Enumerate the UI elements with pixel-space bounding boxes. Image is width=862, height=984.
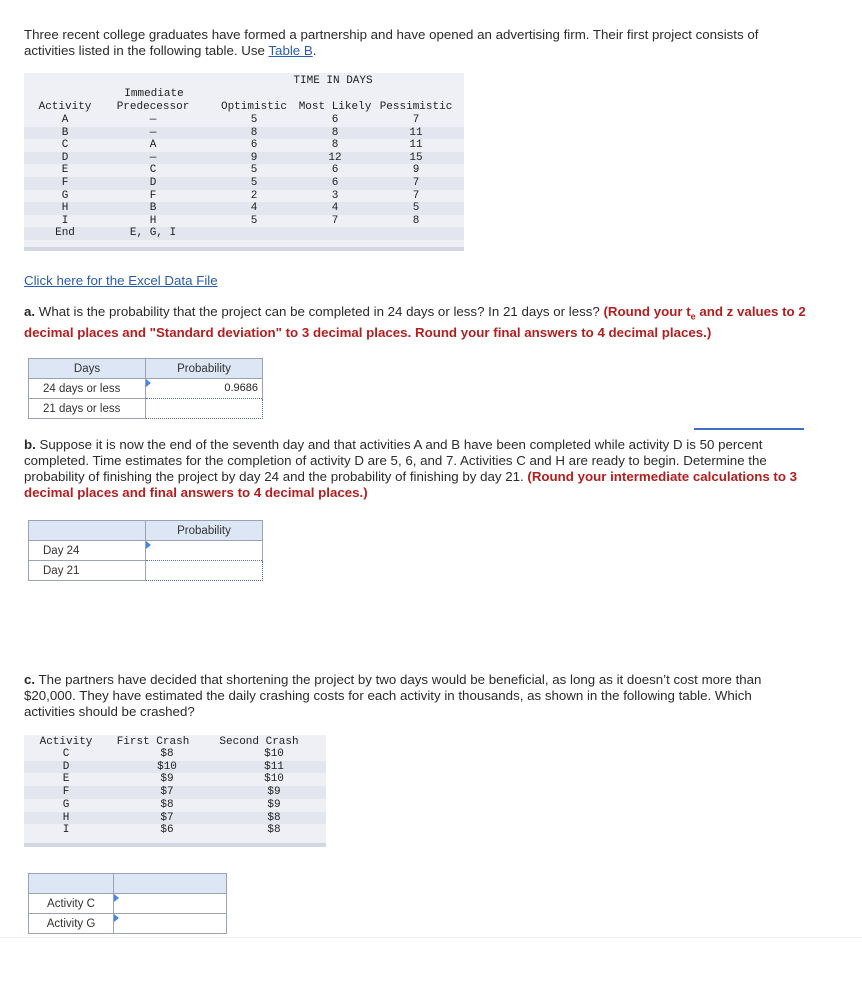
cell-opt: 9 <box>250 151 258 164</box>
cell-second: $10 <box>264 748 284 760</box>
row-day-24-label: Day 24 <box>29 541 146 561</box>
cell-ml: 7 <box>331 214 339 227</box>
part-a-line-2: decimal places and "Standard deviation" to 3 decimal places. Round your final answers to 4 decimal places.) <box>24 324 712 340</box>
part-a-answer-table <box>28 358 263 419</box>
cell-second: $9 <box>267 786 281 799</box>
activity-times-table <box>24 73 464 251</box>
cell-ml: 6 <box>331 177 339 189</box>
cell-pess: 15 <box>409 151 423 164</box>
time-in-days-header: TIME IN DAYS <box>293 75 373 87</box>
cell-pred: H <box>149 214 157 227</box>
blank-label-header <box>29 874 114 894</box>
cell-activity: G <box>62 798 70 811</box>
cell-pred: A <box>149 139 157 152</box>
cell-pred: D <box>149 177 157 189</box>
cell-activity: E <box>62 773 70 786</box>
cell-activity: C <box>61 139 69 152</box>
cell-activity: E <box>61 164 69 177</box>
probability-day-24-input[interactable] <box>146 541 263 561</box>
table-row <box>24 190 464 203</box>
row-day-21-label: Day 21 <box>29 561 146 581</box>
table-bottom-bar <box>24 843 326 847</box>
part-c-answer-table <box>28 873 227 934</box>
cell-activity: D <box>61 151 69 164</box>
cell-second: $8 <box>267 824 281 837</box>
table-row <box>24 139 464 152</box>
part-c-line-3: activities should be crashed? <box>24 704 195 719</box>
cell-activity: End <box>55 227 75 240</box>
table-row <box>24 127 464 140</box>
cell-ml: 4 <box>331 202 339 215</box>
part-b-line-2: completed. Time estimates for the completion of activity D are 5, 6, and 7. Activities C and H are ready to begin. Determine the <box>24 453 767 468</box>
cell-pess: 7 <box>412 114 420 126</box>
cell-pess: 8 <box>412 214 420 227</box>
cell-activity: A <box>61 114 69 126</box>
cell-opt: 2 <box>250 189 258 202</box>
table-row <box>24 164 464 177</box>
part-b-line-3 <box>24 469 824 485</box>
pessimistic-header: Pessimistic <box>379 101 453 113</box>
table-b-link[interactable]: Table B <box>268 43 313 58</box>
part-b-text-1: Suppose it is now the end of the seventh day and that activities A and B have been completed while activity D is 50 percent <box>35 437 763 452</box>
intro-line-2 <box>24 43 824 59</box>
probability-column-header: Probability <box>146 521 263 541</box>
row-21-days-label: 21 days or less <box>29 399 146 419</box>
cell-activity: H <box>61 202 69 215</box>
probability-day-21-input[interactable] <box>146 561 263 581</box>
part-b-question <box>24 437 824 501</box>
cell-opt: 5 <box>250 214 258 227</box>
table-row <box>24 177 464 190</box>
cell-activity: H <box>62 811 70 824</box>
part-b-text-3: probability of finishing the project by day 24 and the probability of finishing by day 21. <box>24 469 528 484</box>
table-bottom-bar <box>24 247 464 251</box>
intro-line-2-text: activities listed in the following table. Use <box>24 43 269 58</box>
cell-activity: I <box>62 824 70 837</box>
table-row <box>24 773 326 786</box>
part-a-text: What is the probability that the project can be completed in 24 days or less? In 21 days or less? <box>35 304 604 319</box>
cell-second: $9 <box>267 798 281 811</box>
cell-first: $8 <box>160 748 174 760</box>
cell-opt: 4 <box>250 202 258 215</box>
cell-pess: 7 <box>412 177 420 189</box>
cell-ml: 3 <box>331 189 339 202</box>
cell-pess: 11 <box>409 139 423 152</box>
part-c-text-1: The partners have decided that shortening the project by two days would be beneficial, as long as it doesn’t cost more than <box>35 672 762 687</box>
optimistic-header: Optimistic <box>220 101 287 113</box>
table-row <box>24 202 464 215</box>
dropdown-flag-icon <box>114 894 119 902</box>
most-likely-header: Most Likely <box>298 101 372 113</box>
answer-activity-g-label: Activity G <box>29 914 114 934</box>
part-b-label: b. <box>24 437 36 452</box>
part-c-line-2: $20,000. They have estimated the daily crashing costs for each activity in thousands, as shown in the following table. Which <box>24 688 752 703</box>
activity-g-crash-input[interactable] <box>114 914 227 934</box>
cell-pred: B <box>149 202 157 215</box>
cell-ml: 8 <box>331 139 339 152</box>
cell-second: $11 <box>264 760 284 773</box>
predecessor-header: Predecessor <box>116 101 190 113</box>
intro-line-2-end: . <box>312 43 317 58</box>
cell-pess: 11 <box>409 126 423 139</box>
row-24-days-label: 24 days or less <box>29 379 146 399</box>
blank-column-header <box>29 521 146 541</box>
part-c-line-1 <box>24 672 824 688</box>
cell-opt: 5 <box>250 114 258 126</box>
cell-ml: 6 <box>331 164 339 177</box>
cell-second: $8 <box>267 811 281 824</box>
cell-pred: — <box>149 126 157 139</box>
crash-costs-table <box>24 735 326 847</box>
probability-24-days-value: 0.9686 <box>224 382 258 394</box>
cell-pred: E, G, I <box>129 227 177 240</box>
second-crash-header: Second Crash <box>219 736 299 748</box>
cell-ml: 12 <box>328 151 342 164</box>
table-row <box>24 824 326 837</box>
activity-c-crash-input[interactable] <box>114 894 227 914</box>
cell-pred: — <box>149 151 157 164</box>
blank-answer-header <box>114 874 227 894</box>
probability-column-header: Probability <box>146 359 263 379</box>
cell-first: $10 <box>157 760 177 773</box>
cell-activity: G <box>61 189 69 202</box>
part-b-instruction-2: decimal places and final answers to 4 decimal places.) <box>24 485 368 500</box>
days-column-header: Days <box>29 359 146 379</box>
answer-flag-icon <box>146 541 151 549</box>
cell-activity: D <box>62 760 70 773</box>
decorative-divider <box>694 428 804 430</box>
cell-first: $6 <box>160 824 174 837</box>
part-a-instruction-2: and z values to 2 <box>695 304 806 319</box>
intro-line-1: Three recent college graduates have formed a partnership and have opened an advertising firm. Their first project consists of <box>24 27 759 42</box>
cell-opt: 8 <box>250 126 258 139</box>
cell-opt: 6 <box>250 139 258 152</box>
cell-first: $9 <box>160 773 174 786</box>
part-b-line-1 <box>24 437 824 453</box>
intro-paragraph <box>24 27 824 59</box>
excel-data-file-link[interactable]: Click here for the Excel Data File <box>24 273 218 288</box>
table-row <box>24 152 464 165</box>
cell-pess: 9 <box>412 164 420 177</box>
cell-second: $10 <box>264 773 284 786</box>
table-row <box>24 786 326 799</box>
part-b-instruction-1: (Round your intermediate calculations to 3 <box>527 469 798 484</box>
part-c-question <box>24 672 824 720</box>
cell-ml: 6 <box>331 114 339 126</box>
cell-activity: F <box>61 177 69 189</box>
cell-opt: 5 <box>250 164 258 177</box>
part-c-label: c. <box>24 672 36 687</box>
first-crash-header: First Crash <box>116 736 190 748</box>
table-row <box>24 812 326 825</box>
table-row <box>24 761 326 774</box>
crash-activity-header: Activity <box>39 736 93 748</box>
cell-first: $8 <box>160 798 174 811</box>
cell-ml: 8 <box>331 126 339 139</box>
cell-pess: 7 <box>412 189 420 202</box>
table-row <box>24 748 326 761</box>
cell-activity: I <box>61 214 69 227</box>
dropdown-flag-icon <box>114 914 119 922</box>
cell-opt: 5 <box>250 177 258 189</box>
activity-header: Activity <box>38 101 92 113</box>
table-row <box>24 799 326 812</box>
table-row <box>24 215 464 228</box>
cell-first: $7 <box>160 786 174 799</box>
answer-activity-c-label: Activity C <box>29 894 114 914</box>
part-a-question <box>24 304 824 341</box>
part-a-instruction-sub: e <box>690 311 696 322</box>
immediate-header: Immediate <box>124 88 184 100</box>
cell-pred: — <box>149 114 157 126</box>
cell-first: $7 <box>160 811 174 824</box>
part-b-answer-table <box>28 520 263 581</box>
part-a-instruction-1: (Round your t <box>603 304 691 319</box>
cell-pred: F <box>149 189 157 202</box>
part-a-line-1 <box>24 304 824 325</box>
page-separator <box>0 937 862 938</box>
probability-24-days-input[interactable] <box>146 379 263 399</box>
cell-pess: 5 <box>412 202 420 215</box>
table-row <box>24 227 464 240</box>
table-row <box>24 114 464 127</box>
cell-activity: C <box>62 748 70 760</box>
cell-pred: C <box>149 164 157 177</box>
answer-flag-icon <box>146 379 151 387</box>
cell-activity: F <box>62 786 70 799</box>
part-a-label: a. <box>24 304 36 319</box>
cell-activity: B <box>61 126 69 139</box>
probability-21-days-input[interactable] <box>146 399 263 419</box>
